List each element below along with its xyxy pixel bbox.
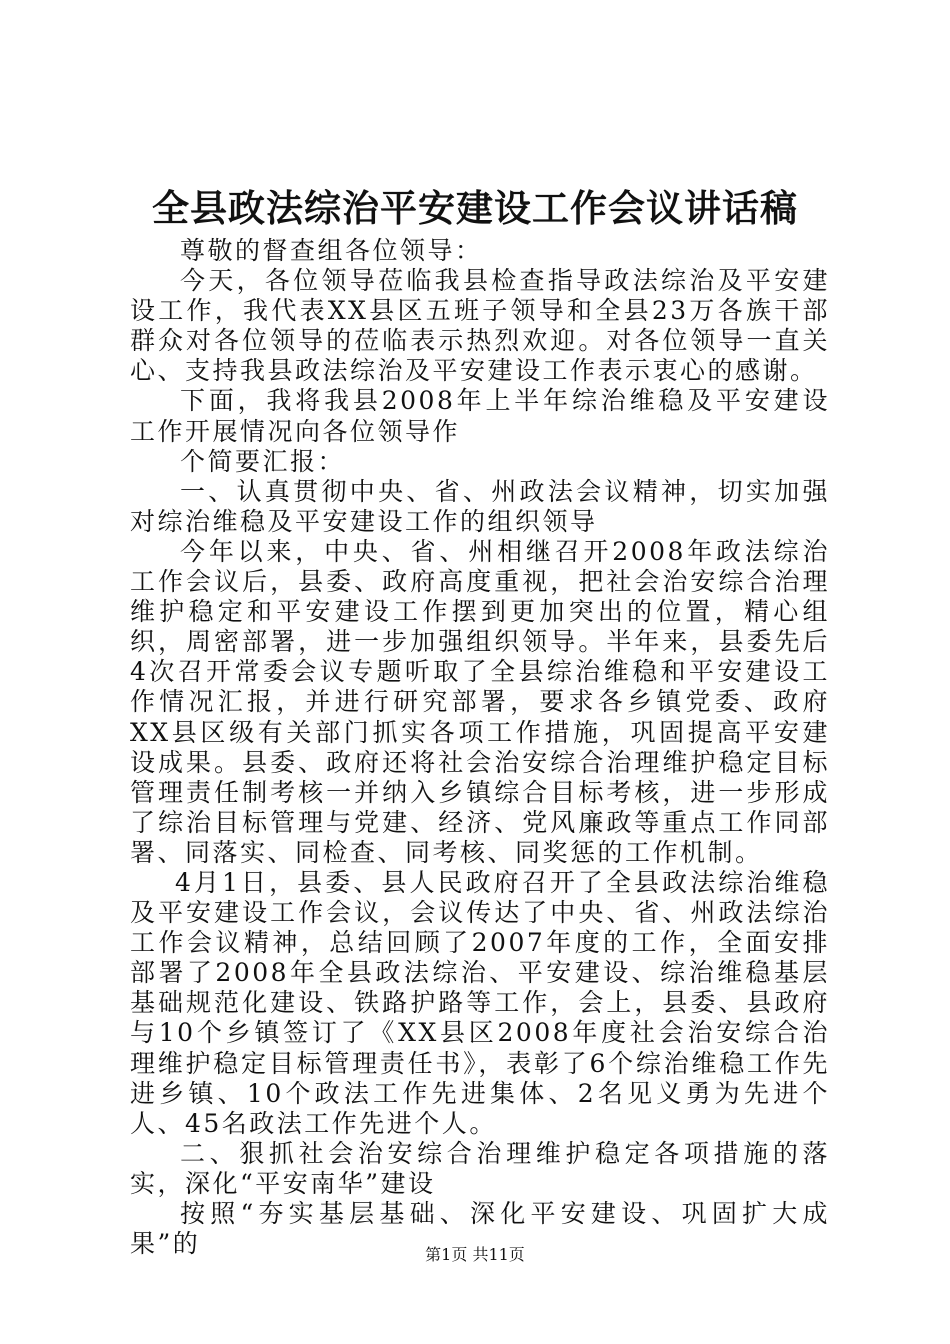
page-number-footer: 第1页 共11页	[425, 1245, 525, 1264]
paragraph-intro-continued: 个简要汇报：	[180, 446, 346, 476]
paragraph-intro: 下面，我将我县2008年上半年综治维稳及平安建设工作开展情况向各位领导作	[130, 386, 830, 446]
section-heading-2: 二、狠抓社会治安综合治理维护稳定各项措施的落实，深化“平安南华”建设	[130, 1138, 830, 1198]
document-title: 全县政法综治平安建设工作会议讲话稿	[152, 186, 798, 230]
paragraph-organization: 今年以来，中央、省、州相继召开2008年政法综治工作会议后，县委、政府高度重视，把社会治安综合治理维护稳定和平安建设工作摆到更加突出的位置，精心组织，周密部署，进一步加强组织领导。半年来，县委先后4次召开常委会议专题听取了全县综治维稳和平安建设工作情况汇报，并进行研究部署，要求各乡镇党委、政府XX县区级有关部门抓实各项工作措施，巩固提高平安建设成果。县委、政府还将社会治安综合治理维护稳定目标管理责任制考核一并纳入乡镇综合目标考核，进一步形成了综治目标管理与党建、经济、党风廉政等重点工作同部署、同落实、同检查、同考核、同奖惩的工作机制。	[130, 536, 830, 867]
salutation: 尊敬的督查组各位领导：	[180, 236, 483, 265]
document-body	[130, 236, 830, 1259]
paragraph-measures: 按照“夯实基层基础、深化平安建设、巩固扩大成果”的	[130, 1199, 830, 1259]
paragraph-conference: 4月1日，县委、县人民政府召开了全县政法综治维稳及平安建设工作会议，会议传达了中央、省、州政法综治工作会议精神，总结回顾了2007年度的工作，全面安排部署了2008年全县政法综治、平安建设、综治维稳基层基础规范化建设、铁路护路等工作，会上，县委、县政府与10个乡镇签订了《XX县区2008年度社会治安综合治理维护稳定目标管理责任书》，表彰了6个综治维稳工作先进乡镇、10个政法工作先进集体、2名见义勇为先进个人、45名政法工作先进个人。	[130, 867, 831, 1138]
paragraph-welcome: 今天，各位领导莅临我县检查指导政法综治及平安建设工作，我代表XX县区五班子领导和全县23万各族干部群众对各位领导的莅临表示热烈欢迎。对各位领导一直关心、支持我县政法综治及平安建设工作表示衷心的感谢。	[130, 266, 830, 386]
section-heading-1: 一、认真贯彻中央、省、州政法会议精神，切实加强对综治维稳及平安建设工作的组织领导	[130, 476, 830, 536]
